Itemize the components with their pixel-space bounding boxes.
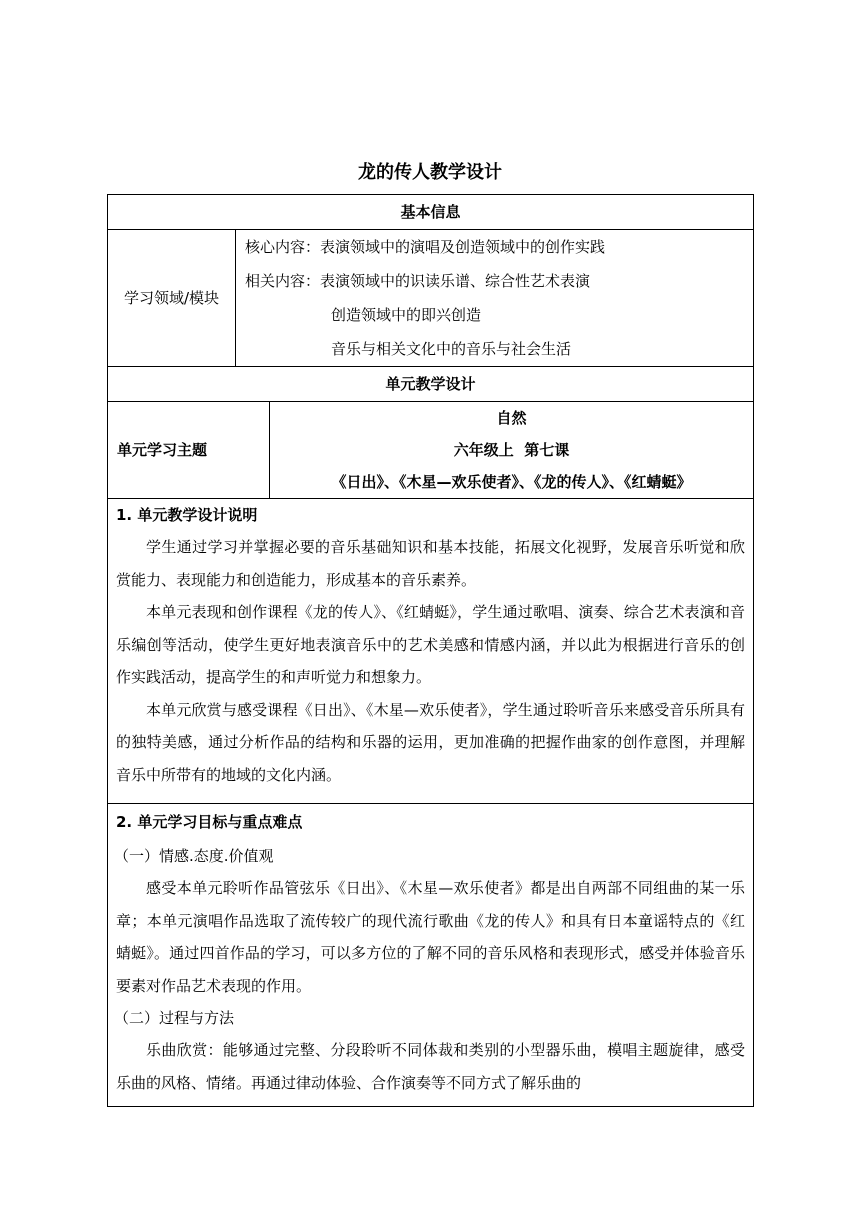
unit-theme-grade: 六年级上 第七课 bbox=[453, 441, 570, 459]
culture-content-line: 音乐与相关文化中的音乐与社会生活 bbox=[331, 340, 572, 358]
section1-paragraph-1: 学生通过学习并掌握必要的音乐基础知识和基本技能，拓展文化视野，发展音乐听觉和欣赏能力、表现能力和创造能力，形成基本的音乐素养。 bbox=[116, 538, 746, 589]
section1-title: 1. 单元教学设计说明 bbox=[116, 506, 258, 524]
unit-theme-works: 《日出》、《木星—欢乐使者》、《龙的传人》、《红蜻蜓》 bbox=[331, 473, 692, 491]
section1-row bbox=[108, 499, 754, 804]
unit-theme-label: 单元学习主题 bbox=[108, 402, 270, 499]
section1-cell bbox=[108, 499, 754, 804]
unit-theme-content bbox=[270, 402, 754, 499]
lesson-plan-table bbox=[107, 194, 754, 1107]
core-content-line: 核心内容：表演领域中的演唱及创造领域中的创作实践 bbox=[245, 238, 606, 256]
unit-design-header-row bbox=[108, 367, 754, 402]
learning-domain-content bbox=[236, 230, 754, 367]
unit-design-header: 单元教学设计 bbox=[108, 367, 754, 402]
section2-paragraph-1: 感受本单元聆听作品管弦乐《日出》、《木星—欢乐使者》都是出自两部不同组曲的某一乐章；本单元演唱作品选取了流传较广的现代流行歌曲《龙的传人》和具有日本童谣特点的《红蜻蜓》。通过四首作品的学习，可以多方位的了解不同的音乐风格和表现形式，感受并体验音乐要素对作品艺术表现的作用。 bbox=[116, 879, 746, 995]
section1-paragraph-3: 本单元欣赏与感受课程《日出》、《木星—欢乐使者》，学生通过聆听音乐来感受音乐所具有的独特美感，通过分析作品的结构和乐器的运用，更加准确的把握作曲家的创作意图，并理解音乐中所带有的地域的文化内涵。 bbox=[116, 700, 746, 784]
unit-theme-row bbox=[108, 402, 754, 499]
basic-info-header-row bbox=[108, 195, 754, 230]
section2-paragraph-2: 乐曲欣赏：能够通过完整、分段聆听不同体裁和类别的小型器乐曲，模唱主题旋律，感受乐曲的风格、情绪。再通过律动体验、合作演奏等不同方式了解乐曲的 bbox=[116, 1041, 746, 1092]
section1-paragraph-2: 本单元表现和创作课程《龙的传人》、《红蜻蜓》，学生通过歌唱、演奏、综合艺术表演和音乐编创等活动，使学生更好地表演音乐中的艺术美感和情感内涵，并以此为根据进行音乐的创作实践活动，提高学生的和声听觉力和想象力。 bbox=[116, 603, 746, 686]
learning-domain-label: 学习领域/模块 bbox=[108, 230, 236, 367]
section2-row bbox=[108, 804, 754, 1107]
related-content-line: 相关内容：表演领域中的识读乐谱、综合性艺术表演 bbox=[245, 272, 591, 290]
section2-cell bbox=[108, 804, 754, 1107]
section2-title: 2. 单元学习目标与重点难点 bbox=[116, 813, 303, 831]
section2-subheading-1: （一）情感.态度.价值观 bbox=[114, 847, 274, 865]
basic-info-header: 基本信息 bbox=[108, 195, 754, 230]
unit-theme-name: 自然 bbox=[496, 409, 527, 427]
learning-domain-row bbox=[108, 230, 754, 367]
document-title: 龙的传人教学设计 bbox=[358, 162, 502, 183]
section2-subheading-2: （二）过程与方法 bbox=[114, 1009, 235, 1027]
creative-content-line: 创造领域中的即兴创造 bbox=[331, 306, 482, 324]
